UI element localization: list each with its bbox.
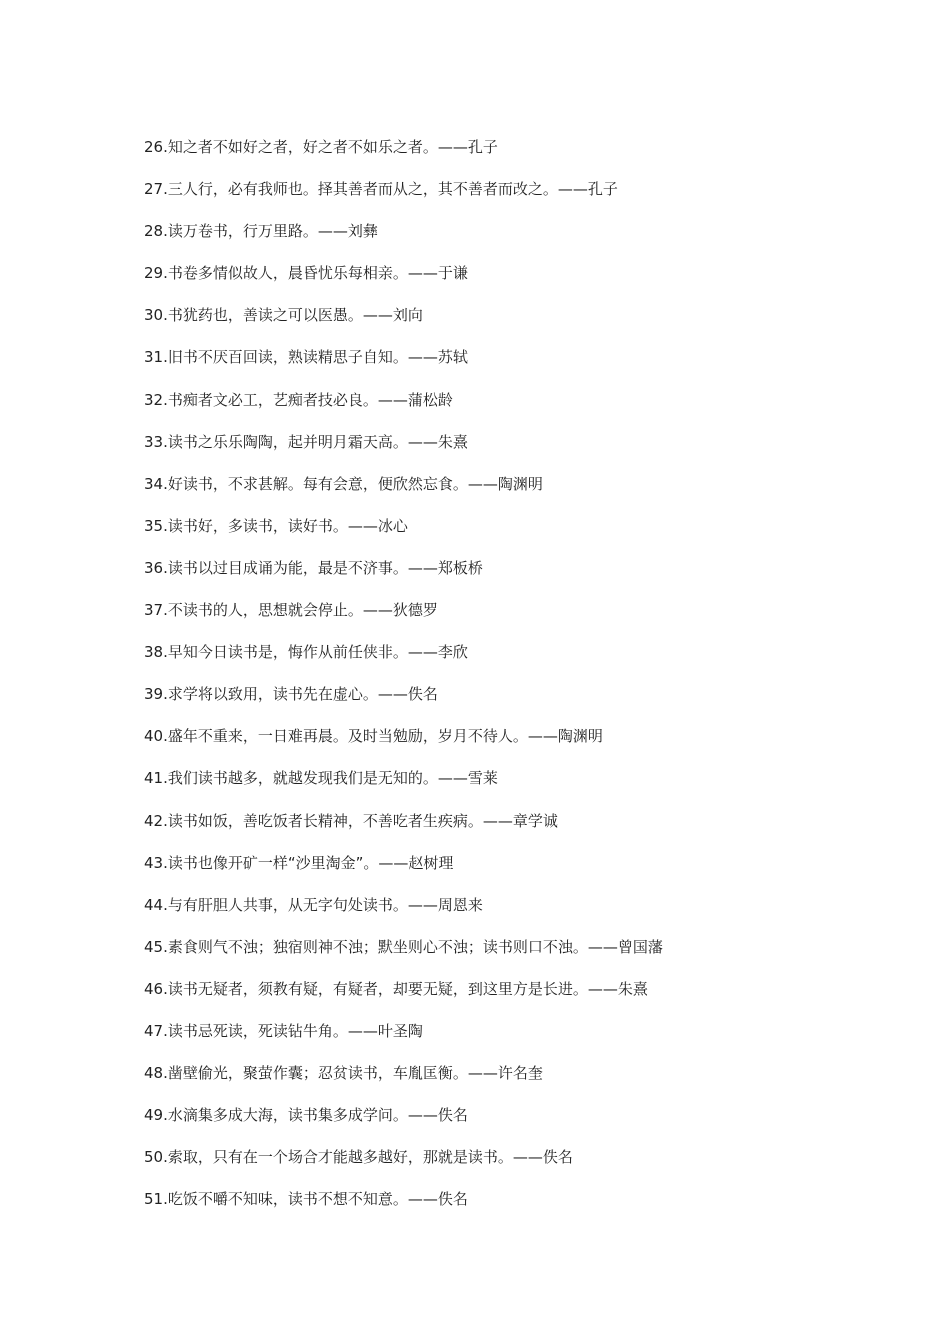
quote-line: 30.书犹药也，善读之可以医愚。——刘向 xyxy=(144,306,423,325)
quote-line: 45.素食则气不浊；独宿则神不浊；默坐则心不浊；读书则口不浊。——曾国藩 xyxy=(144,937,663,956)
quote-line: 48.凿壁偷光，聚萤作囊；忍贫读书，车胤匡衡。——许名奎 xyxy=(144,1064,543,1083)
quote-line: 50.索取，只有在一个场合才能越多越好，那就是读书。——佚名 xyxy=(144,1148,573,1167)
quote-line: 34.好读书，不求甚解。每有会意，便欣然忘食。——陶渊明 xyxy=(144,474,543,493)
quote-line: 43.读书也像开矿一样“沙里淘金”。——赵树理 xyxy=(144,853,454,872)
quote-line: 39.求学将以致用，读书先在虚心。——佚名 xyxy=(144,685,438,704)
quote-line: 32.书痴者文必工，艺痴者技必良。——蒲松龄 xyxy=(144,390,453,409)
quote-line: 49.水滴集多成大海，读书集多成学问。——佚名 xyxy=(144,1106,468,1125)
quote-line: 28.读万卷书，行万里路。——刘彝 xyxy=(144,222,378,241)
quote-line: 27.三人行，必有我师也。择其善者而从之，其不善者而改之。——孔子 xyxy=(144,180,618,199)
quote-line: 44.与有肝胆人共事，从无字句处读书。——周恩来 xyxy=(144,895,483,914)
quote-line: 36.读书以过目成诵为能，最是不济事。——郑板桥 xyxy=(144,558,483,577)
quote-line: 26.知之者不如好之者，好之者不如乐之者。——孔子 xyxy=(144,138,498,156)
quote-list xyxy=(144,136,884,1230)
quote-line: 51.吃饭不嚼不知味，读书不想不知意。——佚名 xyxy=(144,1190,468,1209)
quote-line: 46.读书无疑者，须教有疑，有疑者，却要无疑，到这里方是长进。——朱熹 xyxy=(144,979,648,998)
quote-line: 38.早知今日读书是，悔作从前任侠非。——李欣 xyxy=(144,643,468,662)
quote-line: 47.读书忌死读，死读钻牛角。——叶圣陶 xyxy=(144,1021,423,1040)
quote-line: 35.读书好，多读书，读好书。——冰心 xyxy=(144,516,408,535)
quote-line: 33.读书之乐乐陶陶，起并明月霜天高。——朱熹 xyxy=(144,432,468,451)
quote-line: 42.读书如饭，善吃饭者长精神，不善吃者生疾病。——章学诚 xyxy=(144,811,558,830)
quote-line: 40.盛年不重来，一日难再晨。及时当勉励，岁月不待人。——陶渊明 xyxy=(144,727,603,746)
quote-line: 37.不读书的人，思想就会停止。——狄德罗 xyxy=(144,601,438,620)
quote-line: 29.书卷多情似故人，晨昏忧乐每相亲。——于谦 xyxy=(144,264,468,283)
quote-line: 31.旧书不厌百回读，熟读精思子自知。——苏轼 xyxy=(144,348,468,367)
quote-line: 41.我们读书越多，就越发现我们是无知的。——雪莱 xyxy=(144,769,498,788)
